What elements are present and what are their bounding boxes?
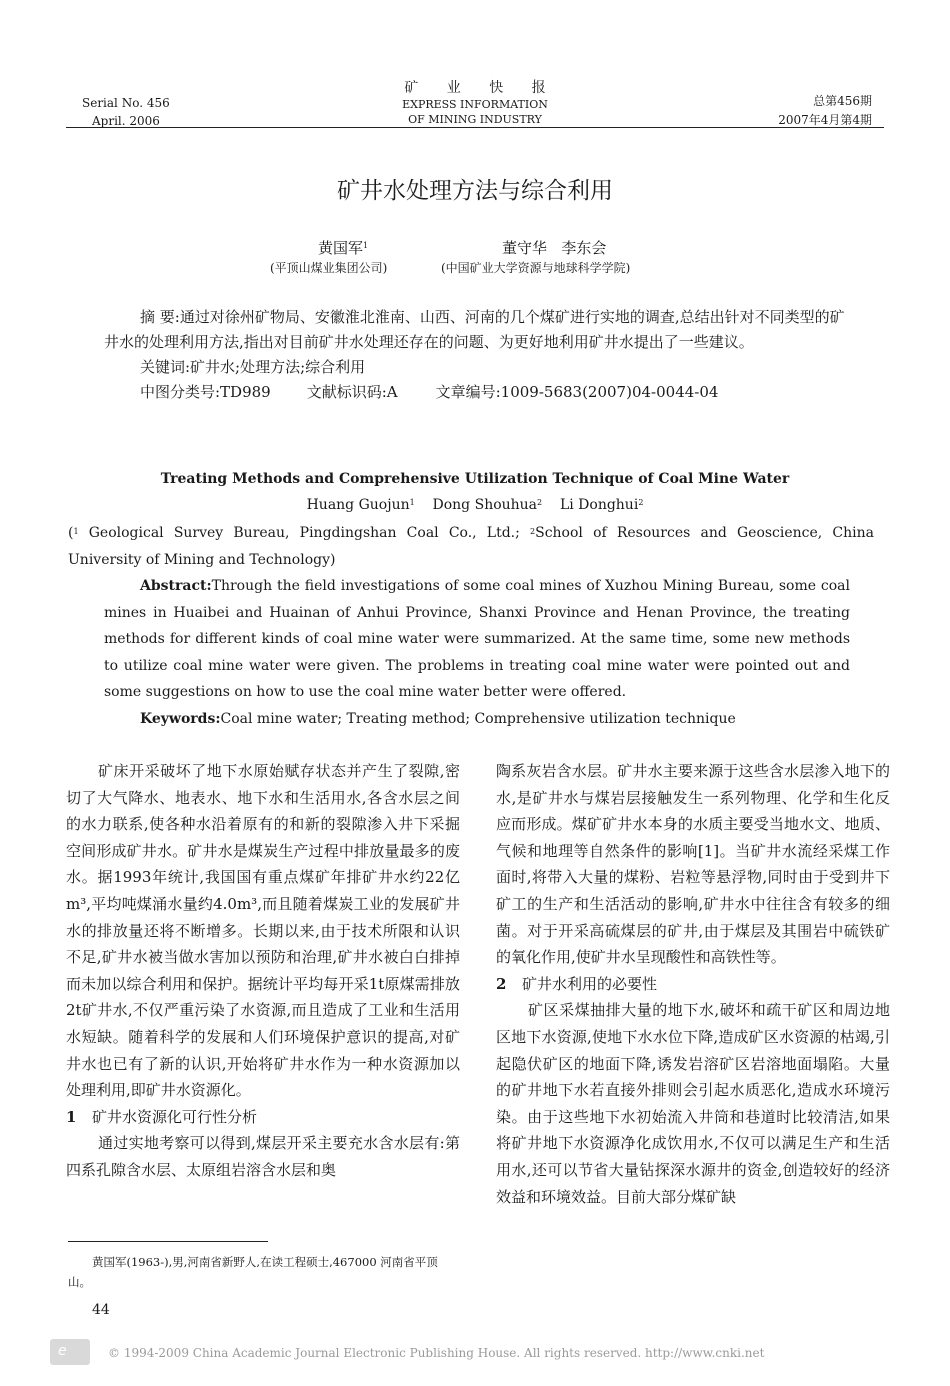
journal-name-cn: 矿 业 快 报 — [404, 80, 558, 96]
english-author-2: Dong Shouhua — [432, 497, 538, 513]
body-right-paragraph-1: 陶系灰岩含水层。矿井水主要来源于这些含水层渗入地下的水,是矿井水与煤岩层接触发生一系列物理、化学和生化反应而形成。煤矿矿井水本身的水质主要受当地水文、地质、气候和地理等自然条件的影响[1]。当矿井水流经采煤工作面时,将带入大量的煤粉、岩粒等悬浮物,同时由于受到井下矿工的生产和生活活动的影响,矿井水中往往含有较多的细菌。对于开采高硫煤层的矿井,由于煤层及其围岩中硫铁矿的氧化作用,使矿井水呈现酸性和高铁性等。 — [496, 762, 890, 967]
english-affiliations: ($^1$ Geological Survey Bureau, Pingdingshan Coal Co., Ltd.; $^2$School of Resources and Geoscience, China University of Mining and Technology) — [68, 525, 874, 568]
english-keywords-text: Coal mine water; Treating method; Comprehensive utilization technique — [220, 710, 736, 727]
english-abstract-text: Through the field investigations of some coal mines of Xuzhou Mining Bureau, some coal mines in Huaibei and Huainan of Anhui Province, Shanxi Province and Henan Province, the treating methods for different kinds of coal mine water were summarized. At the same time, some new methods to utilize coal mine water were given. The problems in treating coal mine water were pointed out and some suggestions on how to use the coal mine water better were offered. — [104, 578, 850, 700]
english-affil-2: School of Resources and Geoscience, China University of Mining and Technology) — [68, 525, 874, 568]
section-2-title: 矿井水利用的必要性 — [522, 974, 658, 993]
body-column-left — [66, 758, 460, 1184]
abstract-cn — [104, 305, 856, 405]
body-left-paragraph-1: 矿床开采破坏了地下水原始赋存状态并产生了裂隙,密切了大气降水、地表水、地下水和生活用水,各含水层之间的水力联系,使各种水沿着原有的和新的裂隙渗入井下采掘空间形成矿井水。矿井水是煤炭生产过程中排放量最多的废水。据1993年统计,我国国有重点煤矿年排矿井水约22亿m³,平均吨煤涌水量约4.0m³,而且随着煤炭工业的发展矿井水的排放量还将不断增多。长期以来,由于技术所限和认识不足,矿井水被当做水害加以预防和治理,矿井水被白白排掉而未加以综合利用和保护。据统计平均每开采1t原煤需排放2t矿井水,不仅严重污染了水资源,而且造成了工业和生活用水短缺。随着科学的发展和人们环境保护意识的提高,对矿井水也已有了新的认识,开始将矿井水作为一种水资源加以处理利用,即矿井水资源化。 — [66, 762, 460, 1100]
english-keywords-label: Keywords: — [140, 710, 221, 727]
classification-line — [104, 380, 856, 405]
header-rule — [66, 127, 884, 128]
body-column-right — [496, 758, 890, 1210]
clc-number: 中图分类号:TD989 — [140, 383, 271, 401]
english-author-2-sup: 2 — [537, 498, 543, 507]
author-1 — [318, 238, 368, 258]
affiliation-2: (中国矿业大学资源与地球科学学院) — [441, 261, 631, 275]
affiliation-1: (平顶山煤业集团公司) — [270, 261, 388, 275]
header-right — [740, 92, 872, 130]
body-right-paragraph-2: 矿区采煤抽排大量的地下水,破坏和疏干矿区和周边地区地下水资源,使地下水水位下降,造成矿区水资源的枯竭,引起隐伏矿区的地面下降,诱发岩溶矿区岩溶地面塌陷。大量的矿井地下水若直接外排则会引起水质恶化,造成水环境污染。由于这些地下水初始流入井筒和巷道时比较清洁,如果将矿井地下水资源净化成饮用水,不仅可以满足生产和生活用水,还可以节省大量钻探深水源井的资金,创造较好的经济效益和环境效益。目前大部分煤矿缺 — [496, 1001, 890, 1206]
section-1-number: 1 — [66, 1107, 77, 1126]
abstract-cn-text: 通过对徐州矿物局、安徽淮北淮南、山西、河南的几个煤矿进行实地的调查,总结出针对不同类型的矿井水的处理利用方法,指出对目前矿井水处理还存在的问题、为更好地利用矿井水提出了一些建议。 — [104, 308, 845, 351]
journal-name-en-2: OF MINING INDUSTRY — [408, 113, 542, 126]
journal-name-en-1: EXPRESS INFORMATION — [402, 98, 548, 111]
english-author-1: Huang Guojun — [306, 497, 410, 513]
english-author-1-sup: 1 — [409, 498, 415, 507]
journal-name — [375, 80, 575, 127]
author-2-3 — [502, 238, 606, 258]
english-abstract — [104, 573, 850, 732]
cnki-logo-icon — [50, 1339, 90, 1365]
author-1-name: 黄国军 — [318, 239, 364, 257]
issue-date-en: April. 2006 — [92, 114, 160, 128]
section-2-heading — [496, 971, 890, 998]
body-left-paragraph-2: 通过实地考察可以得到,煤层开采主要充水含水层有:第四系孔隙含水层、太原组岩溶含水层和奥 — [66, 1134, 460, 1179]
article-number: 文章编号:1009-5683(2007)04-0044-04 — [435, 383, 719, 401]
section-1-title: 矿井水资源化可行性分析 — [92, 1107, 258, 1126]
section-2-number: 2 — [496, 974, 507, 993]
document-code: 文献标识码:A — [306, 383, 398, 401]
header-left — [82, 94, 170, 130]
abstract-cn-label: 摘 要: — [140, 308, 180, 326]
english-authors — [0, 494, 950, 516]
footnote-rule — [68, 1241, 268, 1242]
page-number: 44 — [92, 1302, 110, 1318]
english-affil-1: Geological Survey Bureau, Pingdingshan Coal Co., Ltd.; — [88, 525, 520, 541]
author-2-name: 董守华 — [502, 239, 548, 257]
issue-year: 2007年4月第4期 — [778, 113, 872, 127]
issue-total: 总第456期 — [813, 94, 872, 108]
logo-mark-icon: e — [58, 1343, 67, 1359]
copyright-text[interactable]: © 1994-2009 China Academic Journal Electronic Publishing House. All rights reserved. http://www.cnki.net — [108, 1346, 765, 1360]
abstract-cn-body — [104, 305, 856, 355]
english-abstract-body — [104, 573, 850, 706]
keywords-cn: 关键词:矿井水;处理方法;综合利用 — [140, 358, 366, 376]
author-footnote: 黄国军(1963-),男,河南省新野人,在读工程硕士,467000 河南省平顶山。 — [68, 1255, 438, 1289]
english-affil-sup-2: 2 — [530, 527, 536, 536]
section-1-heading — [66, 1104, 460, 1131]
author-3-name: 李东会 — [561, 239, 607, 257]
author-1-sup: 1 — [363, 241, 369, 250]
serial-number: Serial No. 456 — [82, 96, 170, 110]
english-title: Treating Methods and Comprehensive Utilization Technique of Coal Mine Water — [160, 471, 790, 487]
english-affil-sup-1: 1 — [73, 527, 79, 536]
english-abstract-label: Abstract: — [140, 578, 212, 594]
english-author-3: Li Donghui — [559, 497, 639, 513]
english-author-3-sup: 2 — [638, 498, 644, 507]
english-keywords — [104, 706, 850, 733]
paper-title: 矿井水处理方法与综合利用 — [337, 178, 613, 204]
copyright-bar — [0, 1334, 950, 1386]
